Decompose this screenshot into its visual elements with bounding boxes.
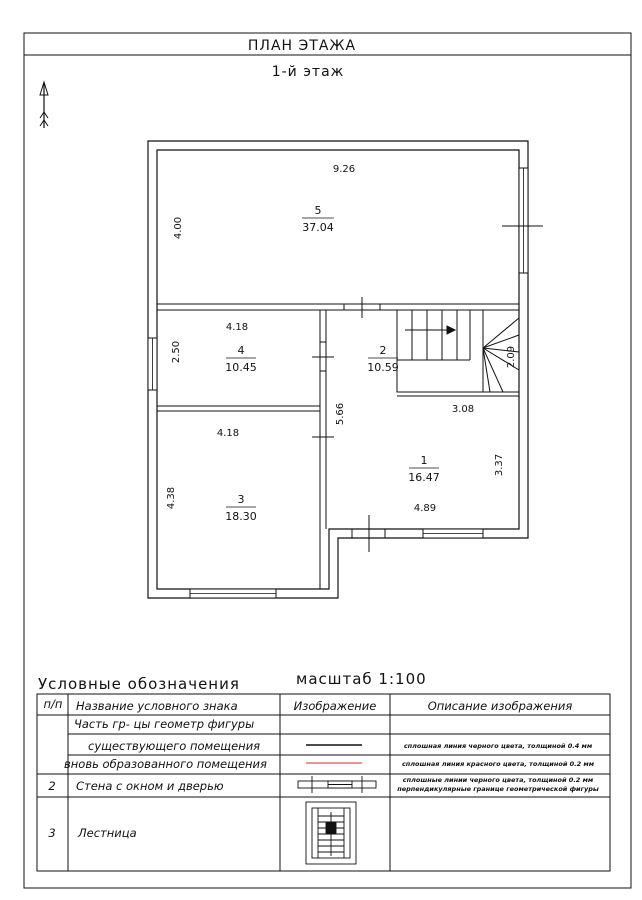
row2-desc2: перпендикулярные границе геометрической фигуры (397, 785, 599, 793)
window-south-room3 (190, 589, 276, 598)
window-west-room4 (148, 338, 157, 390)
legend-scale: масштаб 1:100 (296, 670, 427, 688)
floor-label: 1-й этаж (271, 64, 345, 80)
dim-4-38: 4.38 (166, 486, 177, 510)
svg-text:5: 5 (314, 204, 322, 217)
dim-3-08: 3.08 (451, 404, 475, 415)
col-name-header: Название условного знака (76, 699, 238, 713)
col-num-header: п/п (43, 697, 63, 711)
row3-num: 3 (48, 826, 56, 840)
room-2-label (367, 344, 399, 374)
svg-text:3: 3 (237, 493, 245, 506)
col-image-header: Изображение (293, 699, 377, 713)
dim-4-00: 4.00 (173, 216, 184, 240)
dim-2-09: 2.09 (506, 345, 517, 369)
row2-desc1: сплошные линии черного цвета, толщиной 0.2 мм (402, 776, 594, 784)
room-5-label (302, 204, 334, 234)
svg-text:4: 4 (237, 344, 245, 357)
staircase-icon (397, 310, 519, 392)
dim-2-50: 2.50 (171, 340, 182, 364)
svg-text:10.45: 10.45 (225, 361, 257, 374)
row2-name: Стена с окном и дверью (76, 779, 224, 793)
room-3-label (225, 493, 257, 523)
dim-4-18-bottom: 4.18 (216, 428, 240, 439)
dim-4-18-top: 4.18 (225, 322, 249, 333)
svg-text:1: 1 (420, 454, 428, 467)
plan-title: ПЛАН ЭТАЖА (247, 38, 357, 54)
svg-text:18.30: 18.30 (225, 510, 257, 523)
row1b-desc: сплошная линия красного цвета, толщиной 0.2 мм (401, 760, 595, 768)
window-south-room1 (423, 529, 483, 538)
svg-text:37.04: 37.04 (302, 221, 334, 234)
dim-5-66: 5.66 (335, 402, 346, 426)
svg-text:10.59: 10.59 (367, 361, 399, 374)
row2-num: 2 (48, 779, 56, 793)
staircase-sample-icon (306, 802, 356, 864)
dim-4-89: 4.89 (413, 503, 437, 514)
room-1-label (408, 454, 440, 484)
wall-window-door-sample-icon (298, 776, 376, 793)
dim-3-37: 3.37 (494, 453, 505, 477)
dim-9-26: 9.26 (332, 164, 356, 175)
row1a-desc: сплошная линия черного цвета, толщиной 0.4 мм (403, 742, 593, 750)
room-4-label (225, 344, 257, 374)
row1-name: Часть гр- цы геометр фигуры (74, 717, 255, 731)
svg-text:16.47: 16.47 (408, 471, 440, 484)
col-desc-header: Описание изображения (427, 699, 573, 713)
svg-text:2: 2 (379, 344, 387, 357)
window-east-room5 (519, 168, 528, 273)
row1a-name: существующего помещения (88, 739, 261, 753)
north-arrow-icon (40, 82, 48, 128)
row1b-name: вновь образованного помещения (64, 757, 267, 771)
legend-title: Условные обозначения (38, 675, 240, 693)
row3-name: Лестница (78, 826, 137, 840)
